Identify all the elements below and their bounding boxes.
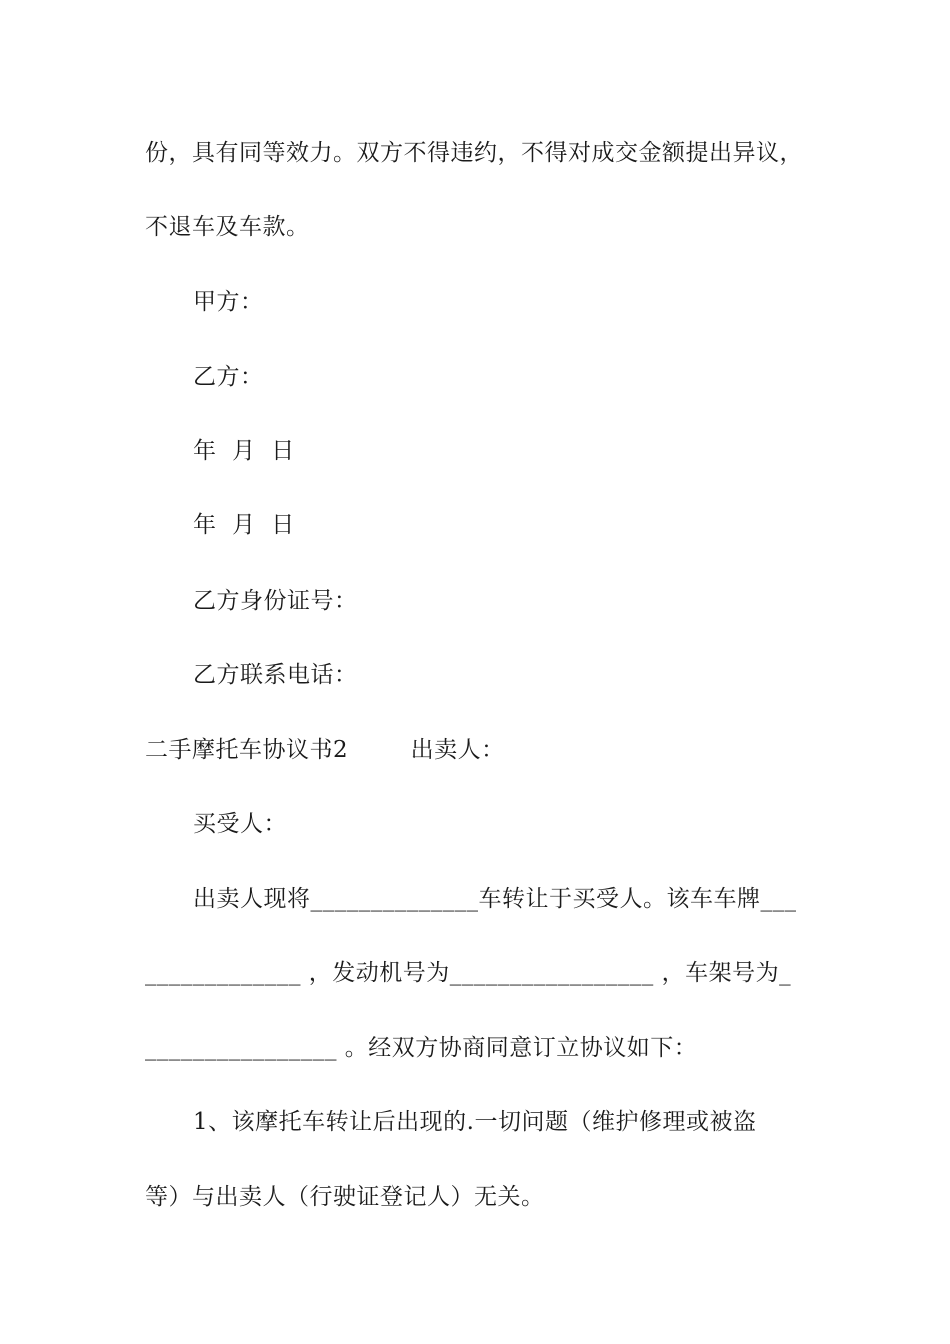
paragraph-line: 出卖人现将______________车转让于买受人。该车车牌___ [193,886,797,912]
paragraph-line: 不退车及车款。 [145,214,310,240]
paragraph-line: 份，具有同等效力。双方不得违约，不得对成交金额提出异议， [145,140,803,166]
party-b-id-label: 乙方身份证号： [193,588,358,614]
party-b-phone-label: 乙方联系电话： [193,662,358,688]
date-line: 年 月 日 [193,512,295,538]
date-line: 年 月 日 [193,438,295,464]
buyer-label: 买受人： [193,811,287,837]
party-a-label: 甲方： [193,289,264,315]
paragraph-line: ________________ 。经双方协商同意订立协议如下： [145,1035,698,1061]
paragraph-line: _____________ ，发动机号为_________________ ，车架号为_ [145,960,792,986]
clause-line: 等）与出卖人（行驶证登记人）无关。 [145,1184,545,1210]
clause-line: 1、该摩托车转让后出现的.一切问题（维护修理或被盗 [193,1109,757,1135]
section-title: 二手摩托车协议书2 出卖人： [145,737,505,763]
party-b-label: 乙方： [193,364,264,390]
